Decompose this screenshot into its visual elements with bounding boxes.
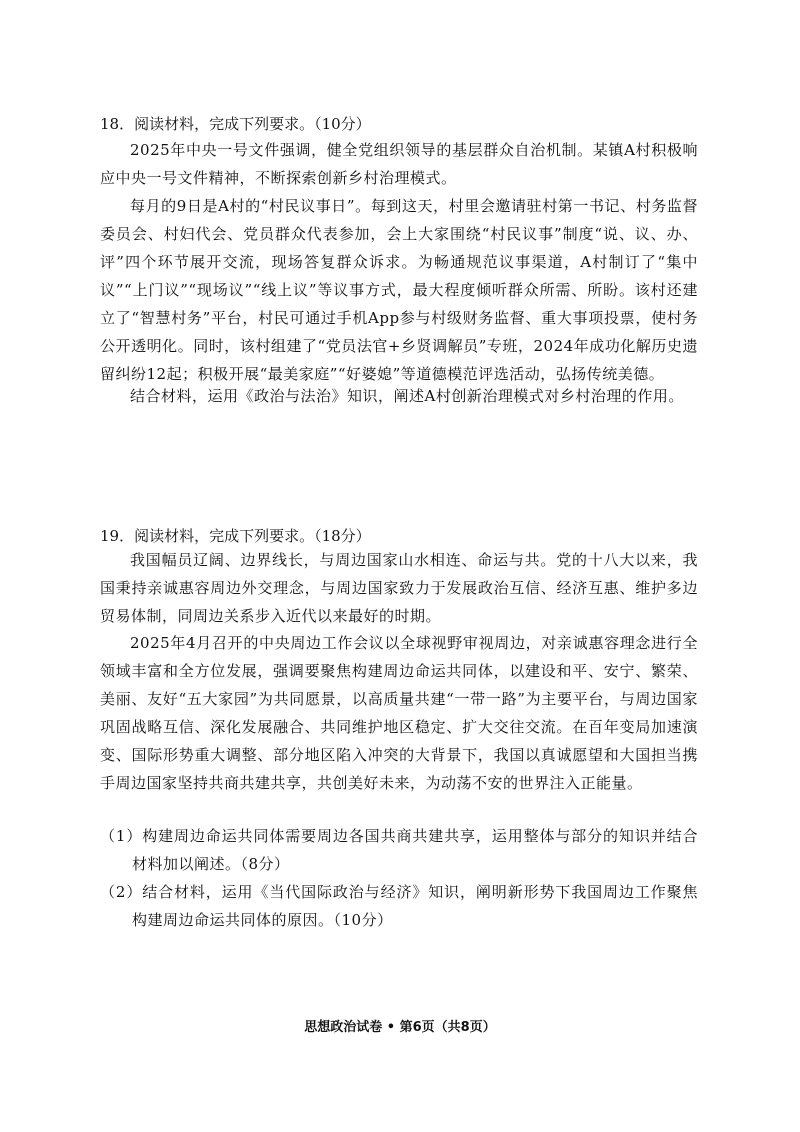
question-18-prompt: 结合材料，运用《政治与法治》知识，阐述A村创新治理模式对乡村治理的作用。	[130, 387, 684, 405]
question-19-sub-1: （1）构建周边命运共同体需要周边各国共商共建共享，运用整体与部分的知识并结合材料加以阐述。（8分）	[100, 827, 698, 873]
question-19-heading: 19．阅读材料，完成下列要求。（18分）	[100, 527, 371, 545]
question-19-paragraph-2: 2025年4月召开的中央周边工作会议以全球视野审视周边，对亲诚惠容理念进行全领域丰富和全方位发展，强调要聚焦构建周边命运共同体，以建设和平、安宁、繁荣、美丽、友好“五大家园”为共同愿景，以高质量共建“一带一路”为主要平台，与周边国家巩固战略互信、深化发展融合、共同维护地区稳定、扩大交往交流。在百年变局加速演变、国际形势重大调整、部分地区陷入冲突的大背景下，我国以真诚愿望和大国担当携手周边国家坚持共商共建共享，共创美好未来，为动荡不安的世界注入正能量。	[100, 634, 698, 792]
question-19-sub-2: （2）结合材料，运用《当代国际政治与经济》知识，阐明新形势下我国周边工作聚焦构建周边命运共同体的原因。（10分）	[100, 883, 698, 929]
question-19-paragraph-1: 我国幅员辽阔、边界线长，与周边国家山水相连、命运与共。党的十八大以来，我国秉持亲诚惠容周边外交理念，与周边国家致力于发展政治互信、经济互惠、维护多边贸易体制，同周边关系步入近代以来最好的时期。	[100, 551, 698, 625]
question-18-heading: 18．阅读材料，完成下列要求。（10分）	[100, 115, 371, 133]
page-footer: 思想政治试卷 • 第6页（共8页）	[304, 1020, 496, 1035]
question-18-paragraph-2: 每月的9日是A村的“村民议事日”。每到这天，村里会邀请驻村第一书记、村务监督委员会、村妇代会、党员群众代表参加，会上大家围绕“村民议事”制度“说、议、办、评”四个环节展开交流，现场答复群众诉求。为畅通规范议事渠道，A村制订了“集中议”“上门议”“现场议”“线上议”等议事方式，最大程度倾听群众所需、所盼。该村还建立了“智慧村务”平台，村民可通过手机App参与村级财务监督、重大事项投票，使村务公开透明化。同时，该村组建了“党员法官+乡贤调解员”专班，2024年成功化解历史遗留纠纷12起；积极开展“最美家庭”“好婆媳”等道德模范评选活动，弘扬传统美德。	[100, 197, 698, 383]
question-18-paragraph-1: 2025年中央一号文件强调，健全党组织领导的基层群众自治机制。某镇A村积极响应中央一号文件精神，不断探索创新乡村治理模式。	[100, 141, 698, 187]
